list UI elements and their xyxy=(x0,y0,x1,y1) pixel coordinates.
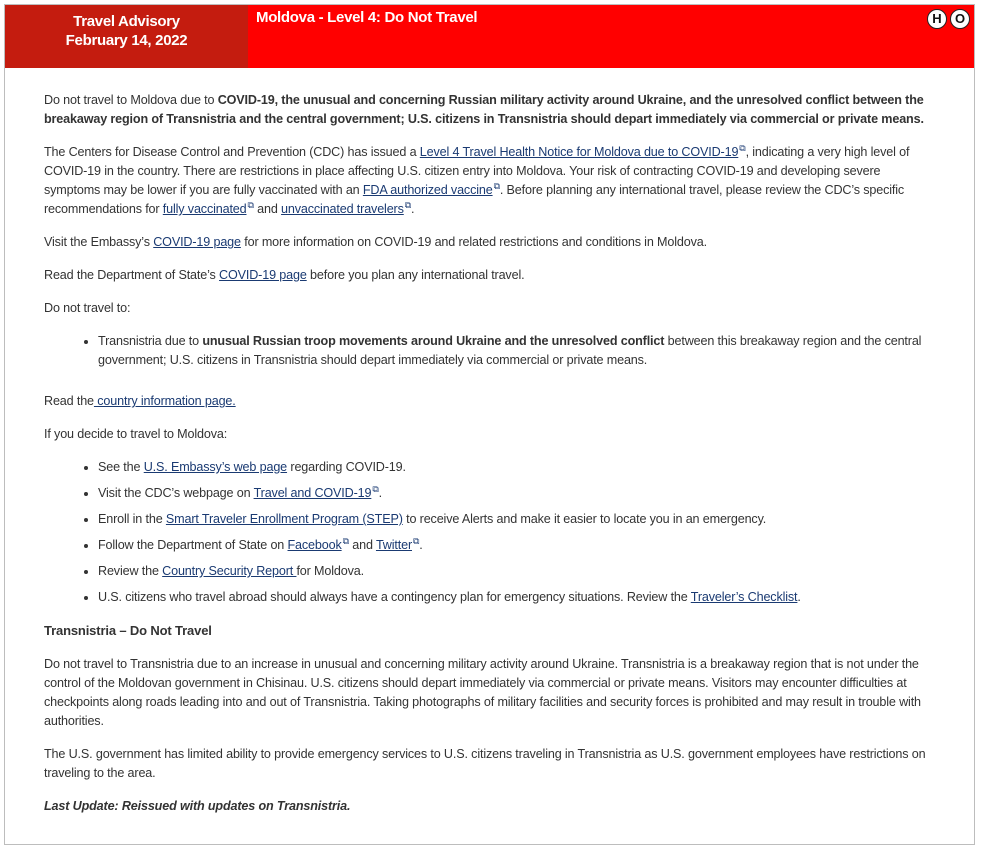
advisory-title: Moldova - Level 4: Do Not Travel xyxy=(256,9,478,26)
facebook-link[interactable]: Facebook xyxy=(287,538,342,552)
transnistria-paragraph-1: Do not travel to Transnistria due to an increase in unusual and concerning military activity around Ukraine. Transnistria is a breakaway region that is not under the control of the Moldovan government in Chisinau. U.S. citizens should depart immediately via commercial or private means. Visitors may encounter difficulties at checkpoints along roads leading into and out of Transnistria. Taking photographs of military facilities and security forces is prohibited and may result in trouble with authorities. xyxy=(44,657,921,728)
travel-covid-link[interactable]: Travel and COVID-19 xyxy=(253,486,372,500)
state-covid-link[interactable]: COVID-19 page xyxy=(219,268,307,282)
step-link[interactable]: Smart Traveler Enrollment Program (STEP) xyxy=(165,512,403,526)
cdc-paragraph: The Centers for Disease Control and Prevention (CDC) has issued a Level 4 Travel Health Notice for Moldova due to COVID-19⧉, indicating a very high level of COVID-19 in the country. There are restrictions in place affecting U.S. citizen entry into Moldova. Your risk of contracting COVID-19 and developing severe symptoms may be lower if you are fully vaccinated with an FDA authorized vaccine⧉. Before planning any international travel, please review the CDC’s specific recommendations for fully vaccinated⧉ and unvaccinated travelers⧉. xyxy=(44,142,910,216)
unvaccinated-travelers-link[interactable]: unvaccinated travelers xyxy=(281,202,404,216)
external-link-icon: ⧉ xyxy=(493,180,500,191)
cdc-level4-link[interactable]: Level 4 Travel Health Notice for Moldova due to COVID-19 xyxy=(419,145,739,159)
twitter-link[interactable]: Twitter xyxy=(375,538,412,552)
transnistria-paragraph-2: The U.S. government has limited ability to provide emergency services to U.S. citizens traveling in Transnistria as U.S. government employees have restrictions on traveling to the area. xyxy=(44,747,926,780)
fully-vaccinated-link[interactable]: fully vaccinated xyxy=(162,202,247,216)
last-update: Last Update: Reissued with updates on Transnistria. xyxy=(44,799,351,813)
advisory-date: February 14, 2022 xyxy=(65,32,188,49)
list-item: • Enroll in the Smart Traveler Enrollment Program (STEP) to receive Alerts and make it easier to locate you in an emergency. xyxy=(98,510,939,529)
country-security-report-link[interactable]: Country Security Report xyxy=(162,564,297,578)
advisory-header xyxy=(5,5,974,68)
external-link-icon: ⧉ xyxy=(739,142,746,153)
list-item: • Visit the CDC’s webpage on Travel and COVID-19⧉. xyxy=(98,484,939,503)
country-info-link[interactable]: country information page. xyxy=(93,394,236,408)
external-link-icon: ⧉ xyxy=(247,199,254,210)
advisory-date-block xyxy=(5,5,248,68)
decide-label: If you decide to travel to Moldova: xyxy=(44,427,228,441)
fda-vaccine-link[interactable]: FDA authorized vaccine xyxy=(362,183,493,197)
do-not-travel-label: Do not travel to: xyxy=(44,301,131,315)
embassy-web-page-link[interactable]: U.S. Embassy’s web page xyxy=(143,460,288,474)
list-item: • Review the Country Security Report for Moldova. xyxy=(98,562,939,581)
advisory-body xyxy=(44,91,939,830)
list-item: • See the U.S. Embassy’s web page regarding COVID-19. xyxy=(98,458,939,477)
advisory-panel xyxy=(4,4,975,845)
external-link-icon: ⧉ xyxy=(372,483,379,494)
intro-paragraph: Do not travel to Moldova due to COVID-19, the unusual and concerning Russian military activity around Ukraine, and the unresolved conflict between the breakaway region of Transnistria and the central government; U.S. citizens in Transnistria should depart immediately via commercial or private means. xyxy=(44,93,924,126)
travelers-checklist-link[interactable]: Traveler’s Checklist xyxy=(690,590,798,604)
advisory-title-bar xyxy=(248,5,974,68)
advisory-type: Travel Advisory xyxy=(73,13,180,30)
embassy-covid-link[interactable]: COVID-19 page xyxy=(153,235,241,249)
o-circle-button[interactable]: O xyxy=(950,9,970,29)
country-info-paragraph: Read the country information page. xyxy=(44,394,236,408)
decide-list xyxy=(44,458,939,607)
transnistria-heading: Transnistria – Do Not Travel xyxy=(44,623,212,638)
do-not-travel-list xyxy=(44,332,939,370)
list-item: • Follow the Department of State on Facebook⧉ and Twitter⧉. xyxy=(98,536,939,555)
external-link-icon: ⧉ xyxy=(413,535,420,546)
external-link-icon: ⧉ xyxy=(342,535,349,546)
embassy-paragraph: Visit the Embassy’s COVID-19 page for more information on COVID-19 and related restrictions and conditions in Moldova. xyxy=(44,235,707,249)
list-item: • U.S. citizens who travel abroad should always have a contingency plan for emergency situations. Review the Traveler’s Checklist. xyxy=(98,588,939,607)
list-item: • Transnistria due to unusual Russian troop movements around Ukraine and the unresolved conflict between this breakaway region and the central government; U.S. citizens in Transnistria should depart immediately via commercial or private means. xyxy=(98,332,939,370)
external-link-icon: ⧉ xyxy=(404,199,412,210)
state-paragraph: Read the Department of State’s COVID-19 page before you plan any international travel. xyxy=(44,268,525,282)
intro-bold: COVID-19, the unusual and concerning Russian military activity around Ukraine, and the unresolved conflict between the breakaway region of Transnistria and the central government; U.S. citizens in Transnistria should depart immediately via commercial or private means. xyxy=(44,93,924,126)
h-circle-button[interactable]: H xyxy=(927,9,947,29)
